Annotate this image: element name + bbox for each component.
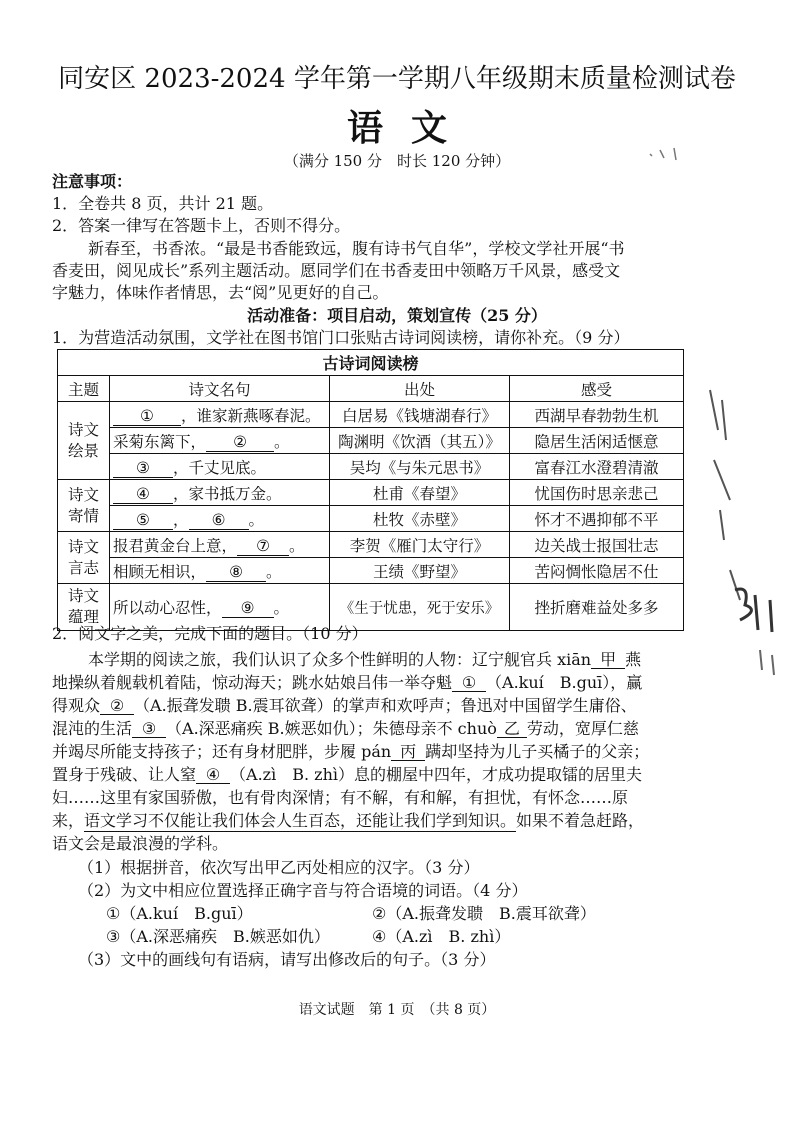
passage-line-1 (88, 650, 641, 670)
passage-text: 劳动，宽厚仁慈 (526, 719, 639, 738)
passage-line-4 (52, 719, 639, 739)
passage-text: 蹒却坚持为儿子买橘子的父亲； (425, 742, 650, 761)
verse-text: 。 (266, 562, 282, 581)
q2-prompt: 2．阅文字之美，完成下面的题目。（10 分） (52, 624, 368, 643)
verse-text: 。 (273, 599, 290, 617)
answer-blank[interactable]: ② (100, 697, 134, 715)
answer-blank[interactable]: ⑦ (237, 538, 289, 556)
q2-option-3: ③（A.深恶痛疾 B.嫉恶如仇） (106, 927, 330, 946)
answer-blank[interactable]: 丙 (391, 743, 425, 761)
underlined-sentence: 语文学习不仅能让我们体会人生百态，还能让我们学到知识。 (84, 811, 517, 830)
exam-title: 同安区 2023-2024 学年第一学期八年级期末质量检测试卷 (58, 64, 736, 94)
answer-blank[interactable]: ⑤ (113, 512, 173, 530)
q2-sub3: （3）文中的画线句有语病，请写出修改后的句子。（3 分） (78, 950, 496, 969)
source-cell: 陶渊明《饮酒（其五）》 (330, 428, 510, 454)
passage-text: 来， (52, 811, 85, 830)
answer-blank[interactable]: ⑥ (189, 512, 249, 530)
verse-text: 。 (289, 536, 305, 555)
verse-cell (110, 454, 330, 480)
answer-blank[interactable]: ③ (132, 720, 166, 738)
source-cell: 《生于忧患，死于安乐》 (330, 584, 510, 631)
passage-line-7: 妇……这里有家国骄傲，也有骨肉深情；有不解，有和解，有担忧，有怀念……原 (52, 788, 629, 807)
theme-cell: 诗文寄情 (58, 480, 110, 532)
verse-text: ， (173, 510, 189, 529)
intro-line-1: 新春至，书香浓。“最是书香能致远，腹有诗书气自华”，学校文学社开展“书 (88, 239, 625, 258)
verse-cell (110, 506, 330, 532)
theme-cell: 诗文蕴理 (58, 584, 110, 631)
verse-text: 相顾无相识， (113, 562, 207, 581)
column-header: 诗文名句 (110, 376, 330, 402)
verse-text: 。 (248, 510, 265, 529)
verse-text: 。 (274, 432, 290, 451)
answer-blank[interactable]: ① (452, 674, 486, 692)
table-row (58, 506, 684, 532)
passage-text: （A.振聋发聩 B.震耳欲聋）的掌声和欢呼声；鲁迅对中国留学生庸俗、 (134, 696, 637, 715)
passage-text: 得观众 (52, 696, 101, 715)
verse-cell (110, 402, 330, 428)
exam-info: （满分 150 分 时长 120 分钟） (283, 152, 511, 170)
feeling-cell: 隐居生活闲适惬意 (510, 428, 684, 454)
q2-option-2: ②（A.振聋发聩 B.震耳欲聋） (372, 904, 596, 923)
passage-line-3 (52, 696, 637, 716)
verse-text: ，谁家新燕啄春泥。 (181, 406, 321, 425)
passage-text: 置身于残破、让人窒 (52, 765, 197, 784)
table-row (58, 428, 684, 454)
answer-blank[interactable]: ⑨ (222, 600, 274, 618)
notice-item-1: 1．全卷共 8 页，共计 21 题。 (52, 194, 274, 213)
verse-text: 报君黄金台上意， (113, 536, 238, 555)
source-cell: 吴均《与朱元思书》 (330, 454, 510, 480)
passage-line-2 (52, 673, 642, 693)
passage-line-5 (52, 742, 649, 762)
feeling-cell: 富春江水澄碧清澈 (510, 454, 684, 480)
verse-text: 采菊东篱下， (113, 432, 207, 451)
verse-cell (110, 480, 330, 506)
intro-line-3: 字魅力，体味作者情思，去“阅”见更好的自己。 (52, 283, 389, 302)
passage-line-6 (52, 765, 642, 785)
answer-blank[interactable]: ⑧ (206, 564, 266, 582)
verse-cell (110, 558, 330, 584)
source-cell: 杜甫《春望》 (330, 480, 510, 506)
feeling-cell: 忧国伤时思亲悲己 (510, 480, 684, 506)
table-row (58, 402, 684, 428)
subject-title: 语文 (346, 107, 475, 149)
verse-text: ，家书抵万金。 (173, 484, 282, 503)
table-row (58, 480, 684, 506)
answer-blank[interactable]: 甲 (591, 651, 625, 669)
passage-line-9: 语文会是最浪漫的学科。 (52, 834, 229, 853)
q2-option-4: ④（A.zì B. zhì） (372, 927, 511, 946)
answer-blank[interactable]: ③ (113, 460, 173, 478)
verse-cell (110, 532, 330, 558)
passage-text: 如果不着急赶路， (516, 811, 645, 830)
column-header: 出处 (330, 376, 510, 402)
passage-text: （A.kuí B.guī），赢 (486, 673, 643, 692)
table-row (58, 558, 684, 584)
poem-reading-table (57, 349, 684, 631)
passage-text: 本学期的阅读之旅，我们认识了众多个性鲜明的人物：辽宁舰官兵 xiān (88, 650, 592, 669)
table-row (58, 532, 684, 558)
passage-text: 地操纵着舰载机着陆，惊动海天；跳水姑娘吕伟一举夺魁 (52, 673, 453, 692)
answer-blank[interactable]: ② (206, 434, 274, 452)
passage-text: （A.深恶痛疾 B.嫉恶如仇）；朱德母亲不 chuò (166, 719, 497, 738)
passage-text: （A.zì B. zhì）息的棚屋中四年，才成功提取镭的居里夫 (230, 765, 642, 784)
table-row (58, 454, 684, 480)
q2-sub1: （1）根据拼音，依次写出甲乙丙处相应的汉字。（3 分） (78, 858, 480, 877)
theme-cell: 诗文绘景 (58, 402, 110, 480)
notice-item-2: 2．答案一律写在答题卡上，否则不得分。 (52, 216, 351, 235)
q2-option-1: ①（A.kuí B.guī） (106, 904, 253, 923)
page-footer: 语文试题 第 1 页 （共 8 页） (298, 1002, 496, 1018)
activity-heading: 活动准备：项目启动，策划宣传（25 分） (247, 306, 547, 325)
notice-heading: 注意事项： (52, 172, 133, 191)
intro-line-2: 香麦田，阅见成长”系列主题活动。愿同学们在书香麦田中领略万千风景，感受文 (52, 261, 621, 280)
scribble-marks-icon (700, 370, 790, 700)
passage-text: 混沌的生活 (52, 719, 133, 738)
feeling-cell: 边关战士报国壮志 (510, 532, 684, 558)
q2-sub2: （2）为文中相应位置选择正确字音与符合语境的词语。（4 分） (78, 881, 528, 900)
verse-text: ，千丈见底。 (173, 458, 267, 477)
answer-blank[interactable]: ④ (113, 486, 173, 504)
passage-text: 并竭尽所能支持孩子；还有身材肥胖，步履 pán (52, 742, 392, 761)
source-cell: 白居易《钱塘湖春行》 (330, 402, 510, 428)
source-cell: 杜牧《赤壁》 (330, 506, 510, 532)
source-cell: 王绩《野望》 (330, 558, 510, 584)
column-header: 主题 (58, 376, 110, 402)
verse-cell (110, 428, 330, 454)
feeling-cell: 苦闷惆怅隐居不仕 (510, 558, 684, 584)
verse-text: 所以动心忍性， (113, 599, 222, 617)
theme-cell: 诗文言志 (58, 532, 110, 584)
answer-blank[interactable]: 乙 (497, 720, 527, 738)
feeling-cell: 怀才不遇抑郁不平 (510, 506, 684, 532)
table-caption: 古诗词阅读榜 (58, 350, 684, 376)
answer-blank[interactable]: ① (113, 408, 181, 426)
answer-blank[interactable]: ④ (196, 766, 230, 784)
feeling-cell: 挫折磨难益处多多 (510, 584, 684, 631)
q1-prompt: 1．为营造活动氛围，文学社在图书馆门口张贴古诗词阅读榜，请你补充。（9 分） (52, 328, 630, 347)
scan-speck-icon (640, 130, 700, 170)
source-cell: 李贺《雁门太守行》 (330, 532, 510, 558)
feeling-cell: 西湖早春勃勃生机 (510, 402, 684, 428)
passage-text: 燕 (625, 650, 642, 669)
column-header: 感受 (510, 376, 684, 402)
passage-line-8 (52, 811, 644, 831)
